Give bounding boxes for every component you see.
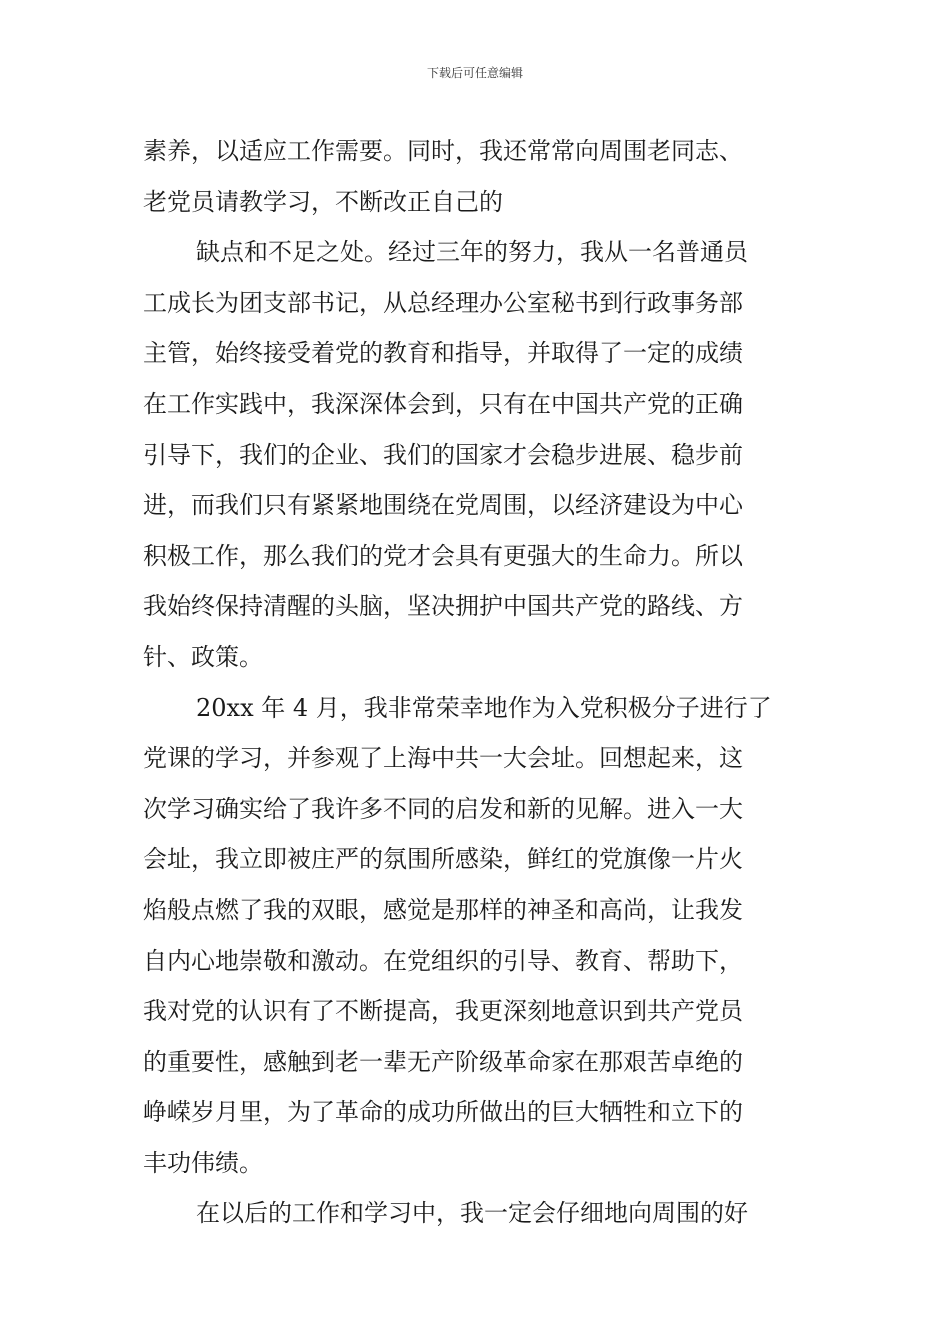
text-line: 老党员请教学习，不断改正自己的 — [143, 187, 503, 216]
text-line: 针、政策。 — [143, 642, 263, 671]
document-body — [143, 126, 809, 1239]
text-line: 我对党的认识有了不断提高，我更深刻地意识到共产党员 — [143, 997, 743, 1026]
text-line: 工成长为团支部书记，从总经理办公室秘书到行政事务部 — [143, 288, 743, 317]
text-line: 峥嵘岁月里，为了革命的成功所做出的巨大牺牲和立下的 — [143, 1098, 743, 1127]
text-line: 次学习确实给了我许多不同的启发和新的见解。进入一大 — [143, 794, 743, 823]
paragraph-start-line: 缺点和不足之处。经过三年的努力，我从一名普通员 — [196, 238, 748, 267]
text-line: 素养，以适应工作需要。同时，我还常常向周围老同志、 — [143, 137, 743, 165]
text-line: 我始终保持清醒的头脑，坚决拥护中国共产党的路线、方 — [143, 592, 743, 621]
text-line: 党课的学习，并参观了上海中共一大会址。回想起来，这 — [143, 744, 743, 773]
text-line: 在工作实践中，我深深体会到，只有在中国共产党的正确 — [143, 389, 743, 418]
page-header: 下载后可任意编辑 — [426, 66, 523, 80]
text-line: 的重要性，感触到老一辈无产阶级革命家在那艰苦卓绝的 — [143, 1047, 743, 1076]
paragraph-start-line: 20xx 年 4 月，我非常荣幸地作为入党积极分子进行了 — [196, 693, 772, 722]
text-line: 自内心地崇敬和激动。在党组织的引导、教育、帮助下， — [143, 946, 743, 975]
text-line: 会址，我立即被庄严的氛围所感染，鲜红的党旗像一片火 — [143, 845, 743, 874]
text-line: 积极工作，那么我们的党才会具有更强大的生命力。所以 — [143, 541, 743, 570]
text-line: 焰般点燃了我的双眼，感觉是那样的神圣和高尚，让我发 — [143, 895, 743, 924]
text-line: 主管，始终接受着党的教育和指导，并取得了一定的成绩 — [143, 339, 743, 368]
paragraph-start-line: 在以后的工作和学习中，我一定会仔细地向周围的好 — [196, 1199, 748, 1228]
text-line: 引导下，我们的企业、我们的国家才会稳步进展、稳步前 — [143, 440, 743, 469]
text-line: 丰功伟绩。 — [143, 1148, 263, 1177]
text-line: 进，而我们只有紧紧地围绕在党周围，以经济建设为中心 — [143, 491, 743, 520]
